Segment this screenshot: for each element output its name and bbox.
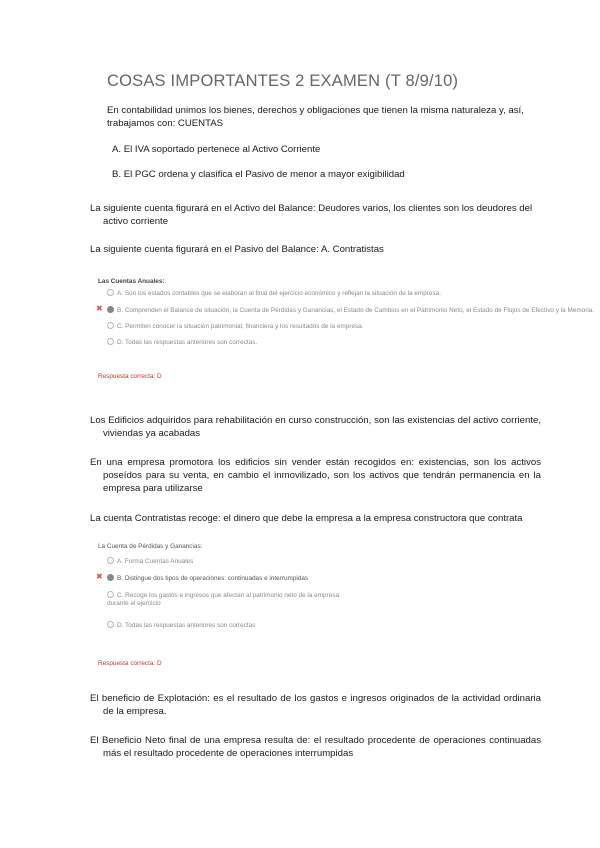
wrong-answer-icon: ✖ [96, 572, 103, 581]
radio-selected-icon [107, 574, 114, 581]
quiz-option-d: D. Todas las respuestas anteriores son correctas. [107, 338, 257, 347]
point-a: A. El IVA soportado pertenece al Activo Corriente [112, 144, 321, 155]
quiz-option-b: B. Distingue dos tipos de operaciones: continuadas e interrumpidas [107, 574, 308, 583]
quiz-screenshot-2 [90, 543, 530, 668]
radio-icon [107, 322, 114, 329]
radio-icon [107, 338, 114, 345]
paragraph-edificios: Los Edificios adquiridos para rehabilitación en curso construcción, son las existencias del activo corriente, viviendas ya acabadas [90, 415, 541, 439]
wrong-answer-icon: ✖ [96, 304, 103, 313]
quiz-screenshot-1 [90, 278, 595, 383]
quiz-option-c: C. Permiten conocer la situación patrimonial, financiera y los resultados de la empresa. [107, 322, 364, 331]
paragraph-beneficio-neto: El Beneficio Neto final de una empresa resulta de: el resultado procedente de operaciones continuadas más el resultado procedente de operaciones interrumpidas [90, 735, 541, 759]
radio-icon [107, 289, 114, 296]
intro-paragraph: En contabilidad unimos los bienes, derechos y obligaciones que tienen la misma naturaleza y, así, trabajamos con: CUENTAS [107, 105, 524, 129]
quiz-option-a: A. Forma Cuentas Anuales [107, 557, 193, 566]
radio-icon [107, 557, 114, 564]
correct-answer-note: Respuesta correcta: D [98, 660, 162, 667]
paragraph-activo: La siguiente cuenta figurará en el Activo del Balance: Deudores varios, los clientes son los deudores del activo corriente [90, 203, 533, 227]
quiz-option-d: D. Todas las respuestas anteriores son correctas [107, 621, 255, 630]
radio-selected-icon [107, 306, 114, 313]
quiz-option-c: C. Recoge los gastos e ingresos que afectan al patrimonio neto de la empresa durante el ejercicio [107, 592, 340, 607]
page-title: COSAS IMPORTANTES 2 EXAMEN (T 8/9/10) [107, 72, 459, 90]
quiz-heading: La Cuenta de Pérdidas y Ganancias: [98, 543, 203, 550]
point-b: B. El PGC ordena y clasifica el Pasivo de menor a mayor exigibilidad [112, 169, 405, 180]
radio-icon [107, 591, 114, 598]
paragraph-pasivo: La siguiente cuenta figurará en el Pasivo del Balance: A. Contratistas [90, 244, 384, 255]
paragraph-contratistas: La cuenta Contratistas recoge: el dinero que debe la empresa a la empresa constructora que contrata [90, 513, 523, 524]
paragraph-promotora: En una empresa promotora los edificios sin vender están recogidos en: existencias, son los activos poseídos para su venta, en cambio el inmovilizado, son los activos que tendrán permanencia en la empresa para utilizarse [90, 457, 541, 494]
radio-icon [107, 621, 114, 628]
correct-answer-note: Respuesta correcta: D [98, 373, 162, 380]
quiz-option-b: B. Comprenden el Balance de situación, la Cuenta de Pérdidas y Ganancias, el Estado de Cambios en el Patrimonio Neto, el Estado de Flujos de Efectivo y la Memoria. [107, 306, 594, 315]
quiz-heading: Las Cuentas Anuales: [98, 278, 165, 285]
quiz-option-a: A. Son los estados contables que se elaboran al final del ejercicio económico y reflejan la situación de la empresa. [107, 289, 441, 298]
paragraph-explotacion: El beneficio de Explotación: es el resultado de los gastos e ingresos originados de la actividad ordinaria de la empresa. [90, 693, 541, 717]
